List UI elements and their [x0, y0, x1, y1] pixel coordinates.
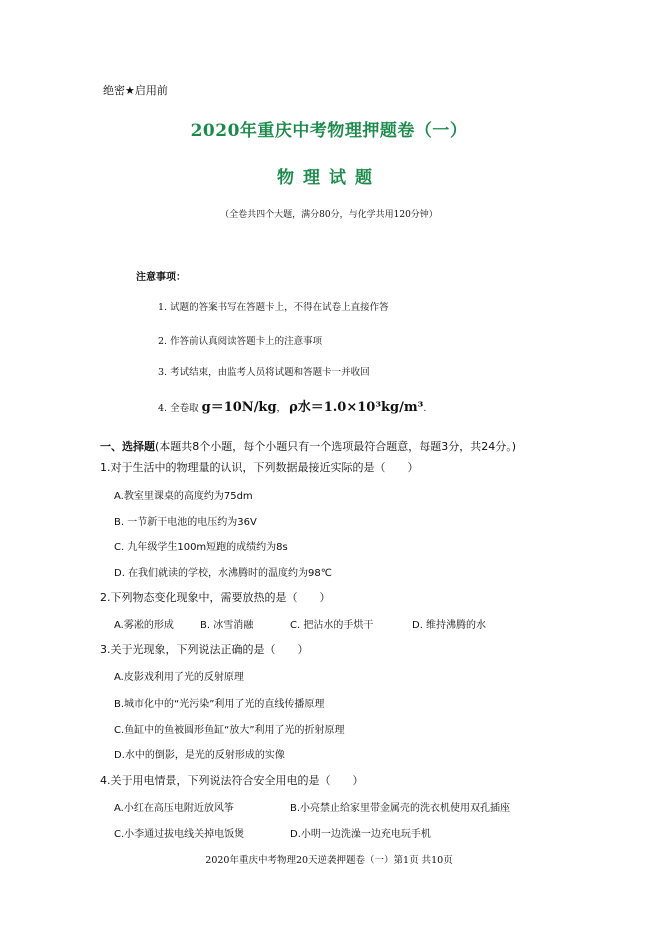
question-3-option-b: B.城市化中的“光污染”利用了光的直线传播原理 — [114, 699, 325, 710]
question-2-option-b: B. 冰雪消融 — [200, 620, 254, 631]
question-1-option-d: D. 在我们就读的学校，水沸腾时的温度约为98℃ — [114, 568, 333, 579]
question-1-option-b: B. 一节新干电池的电压约为36V — [114, 517, 257, 528]
section-heading — [100, 438, 516, 454]
section-desc: (本题共8个小题，每个小题只有一个选项最符合题意，每题3分，共24分。) — [155, 440, 517, 453]
note-item-4-sep: ， — [276, 403, 287, 414]
question-1-option-c: C. 九年级学生100m短跑的成绩约为8s — [114, 542, 288, 553]
question-3-option-c: C.鱼缸中的鱼被圆形鱼缸“放大”利用了光的折射原理 — [114, 725, 345, 736]
exam-title: 2020年重庆中考物理押题卷（一） — [190, 121, 468, 141]
question-3-option-a: A.皮影戏利用了光的反射原理 — [114, 672, 244, 683]
note-item-1: 1. 试题的答案书写在答题卡上，不得在试卷上直接作答 — [158, 302, 389, 313]
note-item-4 — [158, 396, 426, 415]
question-2-option-a: A.雾凇的形成 — [114, 620, 174, 631]
exam-subtitle: 物理试题 — [277, 168, 381, 188]
question-2-stem: 2.下列物态变化现象中，需要放热的是（ ） — [100, 591, 331, 604]
exam-meta: （全卷共四个大题，满分80分，与化学共用120分钟） — [220, 210, 438, 220]
notes-heading: 注意事项： — [136, 272, 186, 283]
question-3-stem: 3.关于光现象，下列说法正确的是（ ） — [100, 643, 309, 656]
question-2-option-d: D. 维持沸腾的水 — [412, 620, 487, 631]
note-item-2: 2. 作答前认真阅读答题卡上的注意事项 — [158, 336, 323, 347]
question-4-option-a: A.小红在高压电附近放风筝 — [114, 803, 234, 814]
question-3-option-d: D.水中的倒影，是光的反射形成的实像 — [114, 750, 285, 761]
question-1-option-a: A.教室里课桌的高度约为75dm — [114, 491, 253, 502]
question-4-option-c: C.小李通过拔电线关掉电饭煲 — [114, 829, 245, 840]
note-item-3: 3. 考试结束，由监考人员将试题和答题卡一并收回 — [158, 367, 370, 378]
question-4-option-b: B.小亮禁止给家里带金属壳的洗衣机使用双孔插座 — [290, 803, 511, 814]
question-2-option-c: C. 把沾水的手烘干 — [290, 620, 374, 631]
note-item-4-prefix: 4. 全卷取 — [158, 403, 199, 414]
page-footer: 2020年重庆中考物理20天逆袭押题卷（一）第1页 共10页 — [205, 855, 453, 866]
question-4-option-d: D.小明一边洗澡一边充电玩手机 — [290, 829, 431, 840]
gravity-formula: g＝10N/kg — [201, 400, 277, 415]
question-4-stem: 4.关于用电情景，下列说法符合安全用电的是（ ） — [100, 774, 364, 787]
note-item-4-end: . — [423, 403, 427, 414]
question-1-stem: 1.对于生活中的物理量的认识，下列数据最接近实际的是（ ） — [100, 461, 419, 474]
confidential-label: 绝密★启用前 — [103, 84, 168, 97]
section-label: 一、选择题 — [100, 440, 155, 453]
density-formula: ρ水＝1.0×10³kg/m³ — [289, 400, 424, 415]
